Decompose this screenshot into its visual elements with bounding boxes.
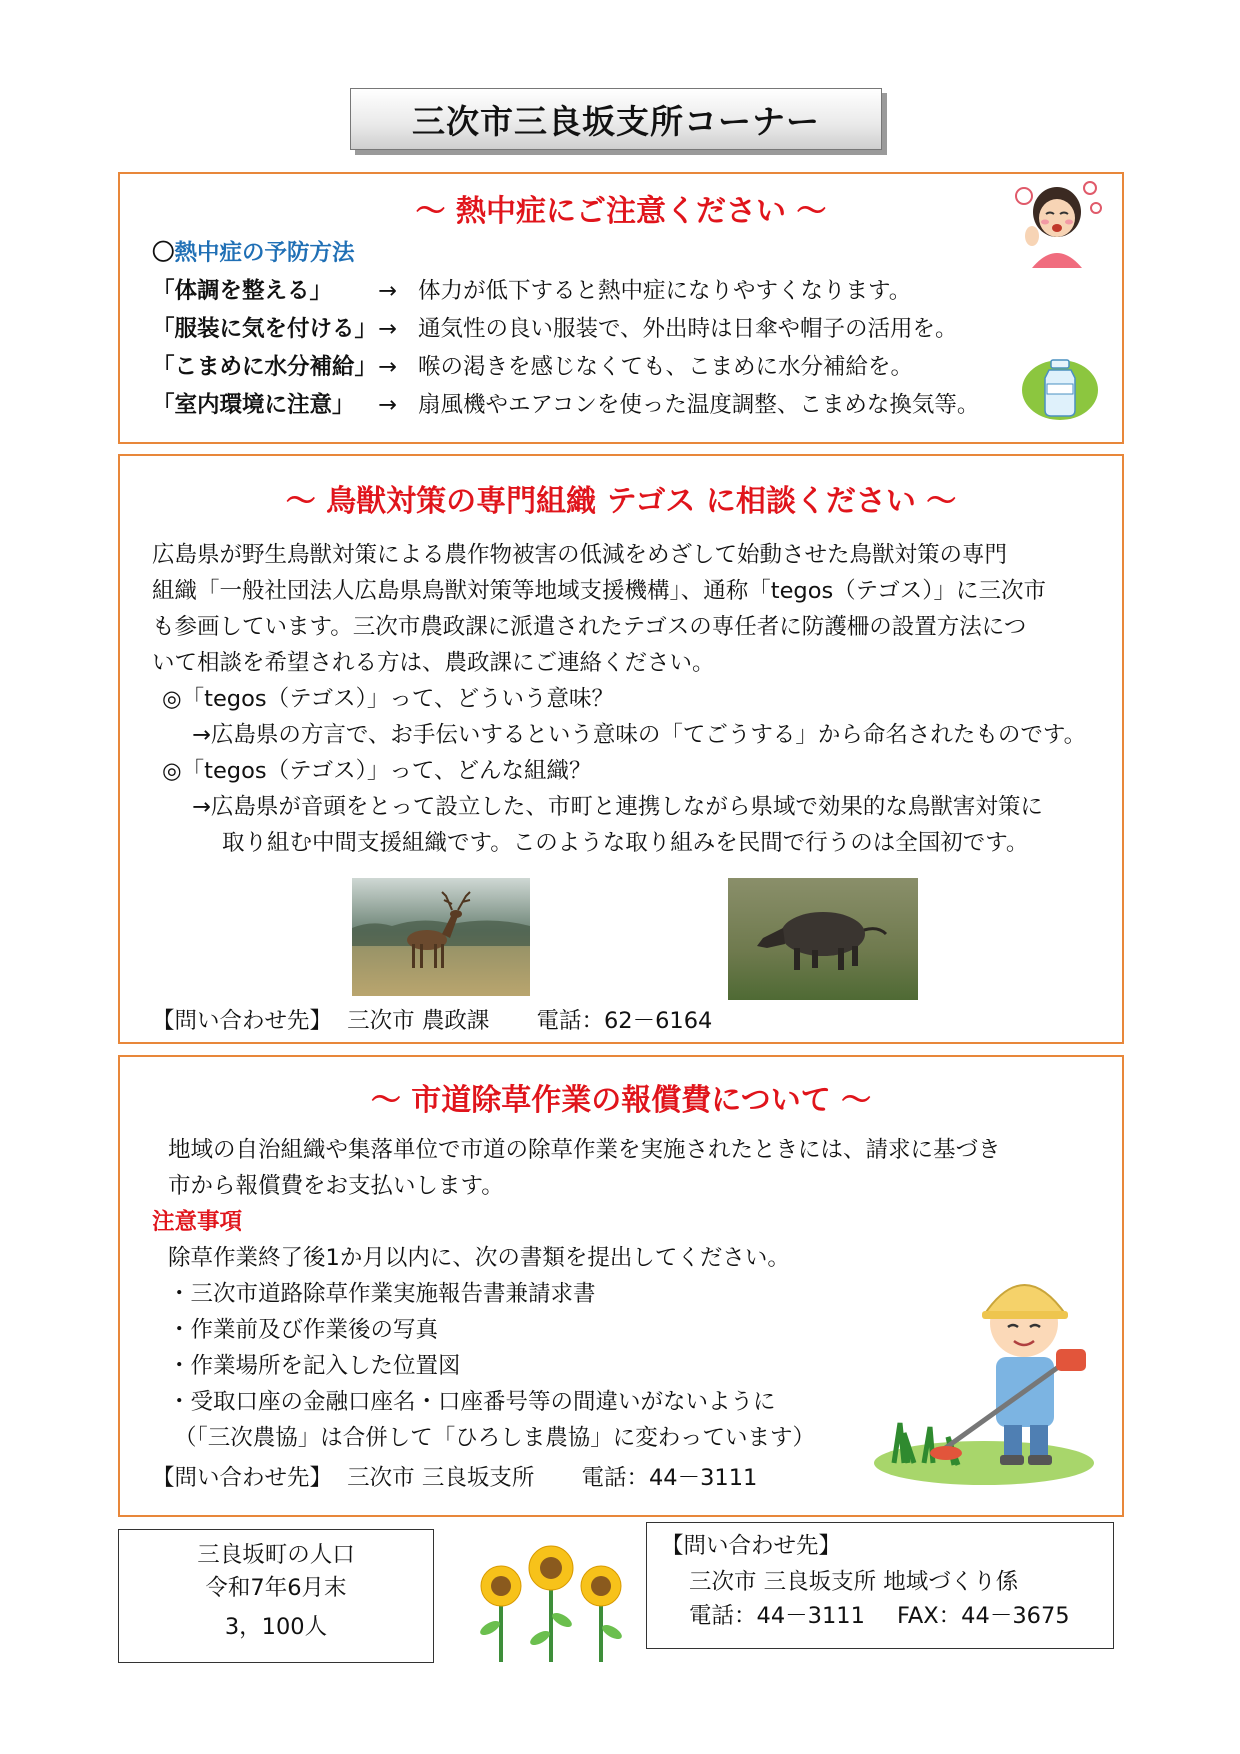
row-arrow: →: [378, 354, 397, 380]
subhead-circle-mark: 〇: [152, 240, 175, 266]
row-text: 通気性の良い服装で、外出時は日傘や帽子の活用を。: [418, 316, 958, 342]
tegos-answer-1: →広島県の方言で、お手伝いするという意味の「てごうする」から命名されたものです。: [192, 722, 1087, 748]
notice-heading: 注意事項: [152, 1209, 243, 1235]
weeding-contact: [152, 1465, 757, 1492]
heatstroke-title: ～ 熱中症にご注意ください ～: [415, 194, 827, 229]
tegos-contact: [152, 1008, 712, 1035]
notice-item: ・受取口座の金融口座名・口座番号等の間違いがないように: [168, 1389, 776, 1415]
heatstroke-woman-icon: [1002, 178, 1112, 268]
row-arrow: →: [378, 278, 397, 304]
notice-lead: 除草作業終了後1か月以内に、次の書類を提出してください。: [168, 1245, 790, 1271]
sunflowers-illustration: [466, 1536, 636, 1664]
weeding-intro-line: 市から報償費をお支払いします。: [168, 1173, 504, 1199]
footer-contact-org: 三次市 三良坂支所 地域づくり係: [689, 1569, 1019, 1595]
tegos-question-2: ◎「tegos（テゴス）」って、どんな組織？: [162, 758, 592, 784]
contact-org: 三次市 農政課: [347, 1008, 490, 1034]
tegos-answer-2-line: 取り組む中間支援組織です。このような取り組みを民間で行うのは全国初です。: [222, 830, 1029, 856]
footer-contact-label: 【問い合わせ先】: [661, 1533, 842, 1559]
tegos-answer-2-line: →広島県が音頭をとって設立した、市町と連携しながら県域で効果的な鳥獣害対策に: [192, 794, 1043, 820]
tegos-title: ～ 鳥獣対策の専門組織 テゴス に相談ください ～: [285, 484, 957, 519]
tegos-paragraph-line: 組織「一般社団法人広島県鳥獣対策等地域支援機構」、通称「tegos（テゴス）」に三次市: [152, 578, 1047, 604]
contact-org: 三次市 三良坂支所: [347, 1465, 535, 1491]
contact-label: 【問い合わせ先】: [152, 1465, 333, 1491]
grass-trimmer-worker-icon: [864, 1253, 1094, 1493]
weeding-intro-line: 地域の自治組織や集落単位で市道の除草作業を実施されたときには、請求に基づき: [168, 1137, 1001, 1163]
weeding-section: [118, 1055, 1124, 1517]
tegos-section: [118, 454, 1124, 1044]
row-text: 体力が低下すると熱中症になりやすくなります。: [418, 278, 912, 304]
footer-contact-box: [646, 1522, 1114, 1649]
row-label: 「体調を整える」: [152, 278, 333, 304]
population-line2: 令和7年6月末: [205, 1575, 347, 1601]
deer-photo: [352, 878, 530, 996]
row-label: 「こまめに水分補給」: [152, 354, 378, 380]
notice-item: ・作業場所を記入した位置図: [168, 1353, 461, 1379]
row-text: 扇風機やエアコンを使った温度調整、こまめな換気等。: [418, 392, 980, 418]
notice-item: ・作業前及び作業後の写真: [168, 1317, 439, 1343]
tegos-paragraph-line: 広島県が野生鳥獣対策による農作物被害の低減をめざして始動させた鳥獣対策の専門: [152, 542, 1008, 568]
contact-tel: 電話：62－6164: [536, 1008, 713, 1034]
population-line1: 三良坂町の人口: [197, 1542, 355, 1568]
row-label: 「服装に気を付ける」: [152, 316, 378, 342]
row-arrow: →: [378, 392, 397, 418]
heatstroke-section: [118, 172, 1124, 444]
tegos-question-1: ◎「tegos（テゴス）」って、どういう意味？: [162, 686, 614, 712]
footer-contact-tel: 電話：44－3111: [689, 1603, 865, 1629]
wild-boar-photo: [728, 878, 918, 1000]
water-bottle-icon: [1020, 354, 1100, 422]
weeding-title: ～ 市道除草作業の報償費について ～: [370, 1083, 872, 1118]
notice-note: （「三次農協」は合併して「ひろしま農協」に変わっています）: [174, 1425, 816, 1451]
row-text: 喉の渇きを感じなくても、こまめに水分補給を。: [418, 354, 914, 380]
tegos-paragraph-line: も参画しています。三次市農政課に派遣されたテゴスの専任者に防護柵の設置方法につ: [152, 614, 1027, 640]
population-value: 3，100人: [224, 1614, 328, 1640]
page-title: 三次市三良坂支所コーナー: [350, 88, 882, 150]
subhead-text: 熱中症の予防方法: [174, 240, 355, 266]
row-arrow: →: [378, 316, 397, 342]
heatstroke-subhead: [152, 240, 355, 267]
contact-tel: 電話：44－3111: [581, 1465, 758, 1491]
tegos-paragraph-line: いて相談を希望される方は、農政課にご連絡ください。: [152, 650, 715, 676]
population-box: [118, 1529, 434, 1663]
footer-contact-fax: FAX：44－3675: [897, 1603, 1070, 1629]
row-label: 「室内環境に注意」: [152, 392, 355, 418]
contact-label: 【問い合わせ先】: [152, 1008, 333, 1034]
notice-item: ・三次市道路除草作業実施報告書兼請求書: [168, 1281, 596, 1307]
